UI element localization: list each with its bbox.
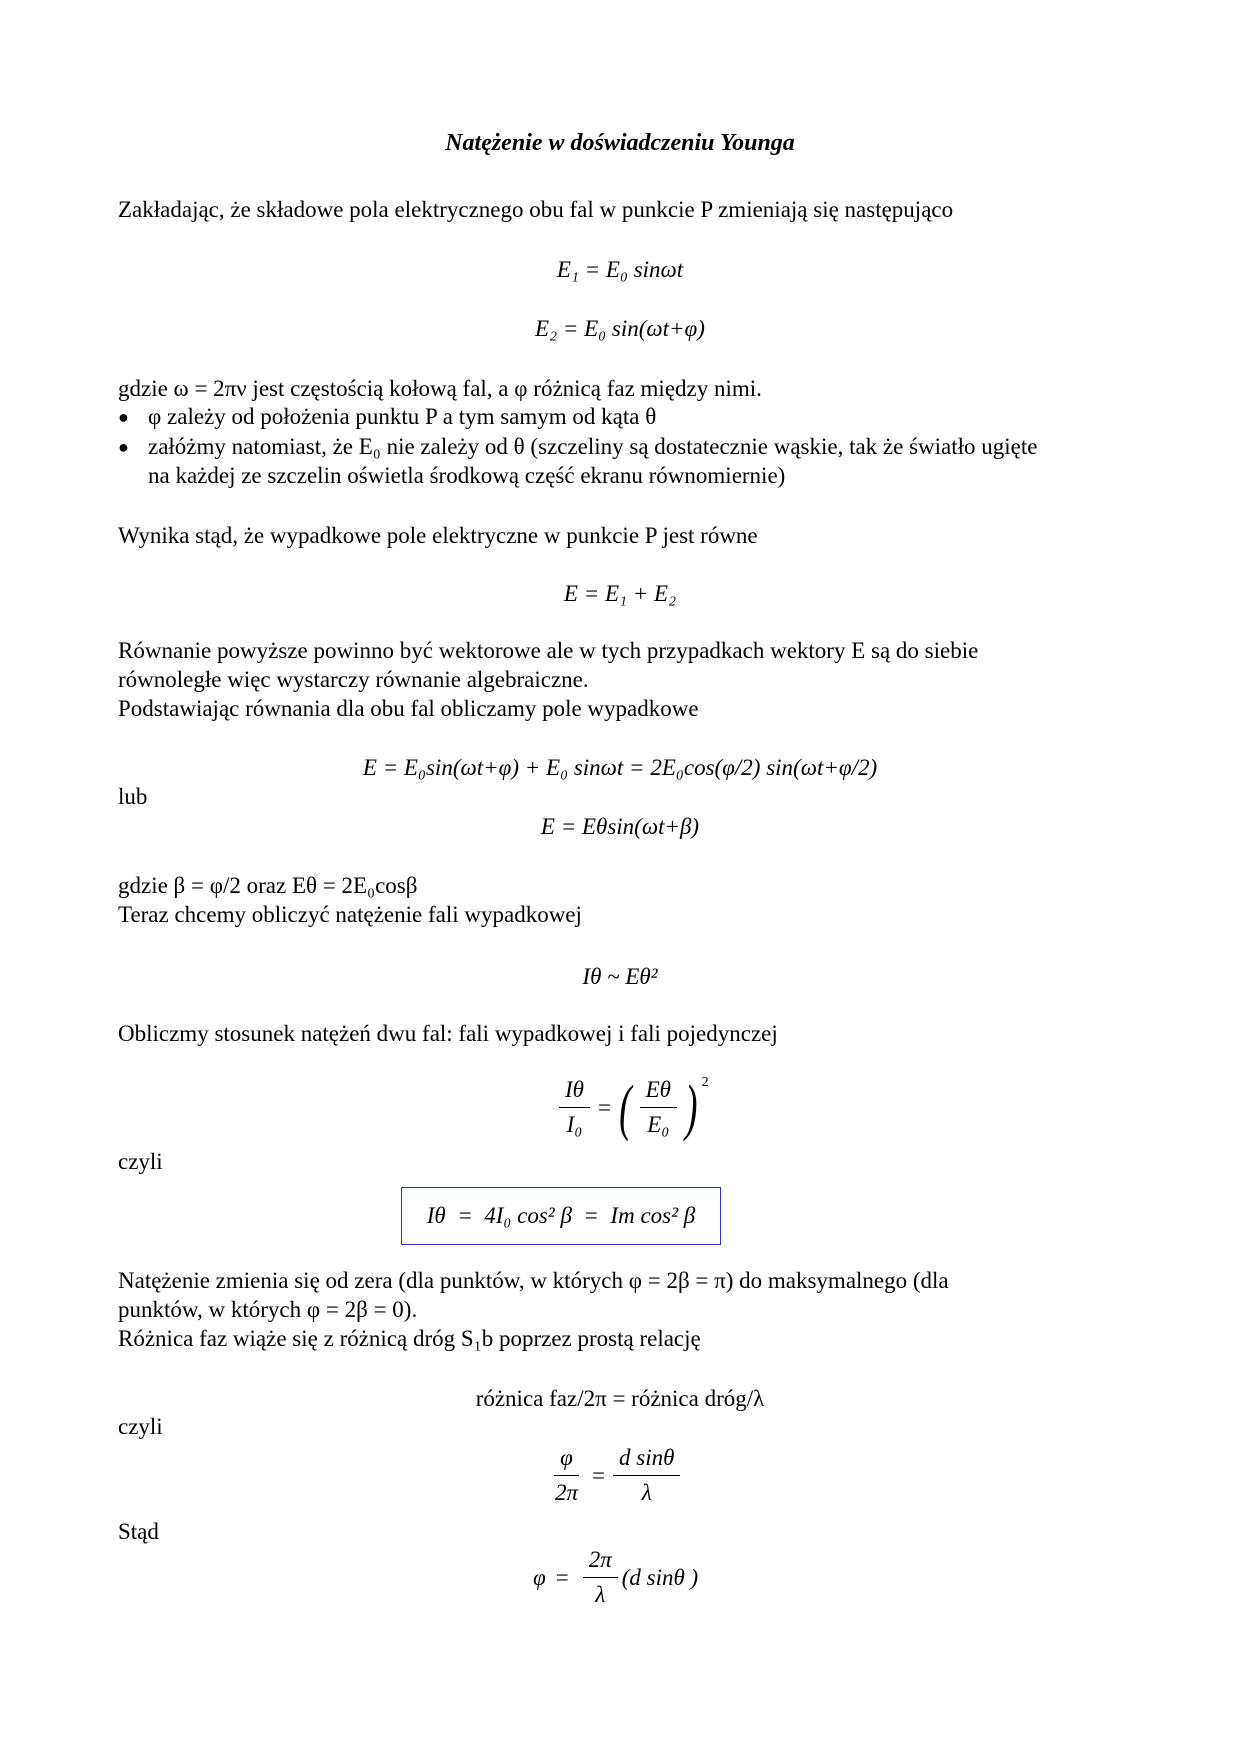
equation-phase-fraction <box>545 1443 684 1508</box>
path-term: (d sinθ ) <box>621 1564 699 1590</box>
equation-e1: E₁ = E₀ sinωt <box>556 257 684 282</box>
boxed-result-equation <box>401 1187 721 1245</box>
equals-sign: = <box>592 1462 606 1488</box>
fraction-intensity <box>559 1075 590 1140</box>
equals-sign: = <box>555 1564 569 1590</box>
right-paren: ) <box>685 1073 698 1142</box>
equation-long: E = E₀sin(ωt+φ) + E₀ sinωt = 2E₀cos(φ/2) sin(ωt+φ/2) <box>362 755 878 780</box>
paragraph-substitute: Podstawiając równania dla obu fal obliczamy pole wypadkowe <box>118 696 699 721</box>
paragraph-result: Wynika stąd, że wypadkowe pole elektryczne w punkcie P jest równe <box>118 523 758 548</box>
text-czyli: czyli <box>118 1149 163 1174</box>
fraction-numerator: d sinθ <box>613 1443 680 1476</box>
fraction-path <box>613 1443 680 1508</box>
paragraph-variation-a: Natężenie zmienia się od zera (dla punktów, w których φ = 2β = π) do maksymalnego (dla <box>118 1268 949 1293</box>
fraction-denominator: I₀ <box>566 1112 583 1137</box>
equation-ratio <box>555 1075 709 1140</box>
paragraph-omega: gdzie ω = 2πν jest częstością kołową fal, a φ różnicą faz między nimi. <box>118 376 762 401</box>
bullet-item-phi: φ zależy od położenia punktu P a tym samym od kąta θ <box>148 404 657 429</box>
equation-e2: E₂ = E₀ sin(ωt+φ) <box>535 316 705 341</box>
bullet-item-e0-continued: na każdej ze szczelin oświetla środkową część ekranu równomiernie) <box>148 463 786 488</box>
text-stad: Stąd <box>118 1519 159 1544</box>
paragraph-vector-b: równoległe więc wystarczy równanie algebraiczne. <box>118 667 589 692</box>
paragraph-intensity: Teraz chcemy obliczyć natężenie fali wypadkowej <box>118 902 582 927</box>
bullet-item-e0: załóżmy natomiast, że E₀ nie zależy od θ (szczeliny są dostatecznie wąskie, tak że światło ugięte <box>148 434 1038 459</box>
fraction-numerator: Iθ <box>559 1075 590 1108</box>
text-czyli: czyli <box>118 1414 163 1439</box>
fraction-numerator: φ <box>554 1443 579 1476</box>
page-title: Natężenie w doświadczeniu Younga <box>445 130 795 156</box>
left-paren: ( <box>619 1073 632 1142</box>
fraction-denominator: λ <box>595 1582 606 1607</box>
paragraph-beta: gdzie β = φ/2 oraz Eθ = 2E₀cosβ <box>118 873 418 898</box>
bullet-marker: ● <box>118 437 129 457</box>
fraction-phase <box>549 1443 584 1508</box>
paragraph-vector-a: Równanie powyższe powinno być wektorowe ale w tych przypadkach wektory E są do siebie <box>118 638 979 663</box>
fraction-field <box>640 1075 677 1140</box>
fraction-numerator: 2π <box>583 1545 618 1578</box>
fraction-denominator: E₀ <box>647 1112 670 1137</box>
paragraph-variation-b: punktów, w których φ = 2β = 0). <box>118 1297 418 1322</box>
equation-sum: E = E₁ + E₂ <box>563 581 677 606</box>
equation-etheta: E = Eθsin(ωt+β) <box>540 814 700 839</box>
equals-sign: = <box>597 1094 611 1120</box>
fraction-denominator: 2π <box>555 1480 579 1505</box>
boxed-equation-text: Iθ = 4I₀ cos² β = Im cos² β <box>426 1203 696 1228</box>
equation-intensity: Iθ ~ Eθ² <box>582 964 658 989</box>
equation-phase-result <box>533 1545 698 1610</box>
fraction-two-pi-over-lambda <box>583 1545 618 1610</box>
fraction-denominator: λ <box>641 1480 652 1505</box>
fraction-numerator: Eθ <box>640 1075 677 1108</box>
paragraph-ratio: Obliczmy stosunek natężeń dwu fal: fali wypadkowej i fali pojedynczej <box>118 1021 778 1046</box>
exponent: 2 <box>701 1075 709 1090</box>
paragraph-phase-path: Różnica faz wiąże się z różnicą dróg S₁b poprzez prostą relację <box>118 1326 701 1351</box>
phase-symbol: φ <box>533 1564 546 1590</box>
bullet-marker: ● <box>118 407 129 427</box>
equation-relation: różnica faz/2π = różnica dróg/λ <box>475 1386 765 1411</box>
paragraph-intro: Zakładając, że składowe pola elektrycznego obu fal w punkcie P zmieniają się następująco <box>118 197 954 222</box>
text-lub: lub <box>118 784 148 809</box>
